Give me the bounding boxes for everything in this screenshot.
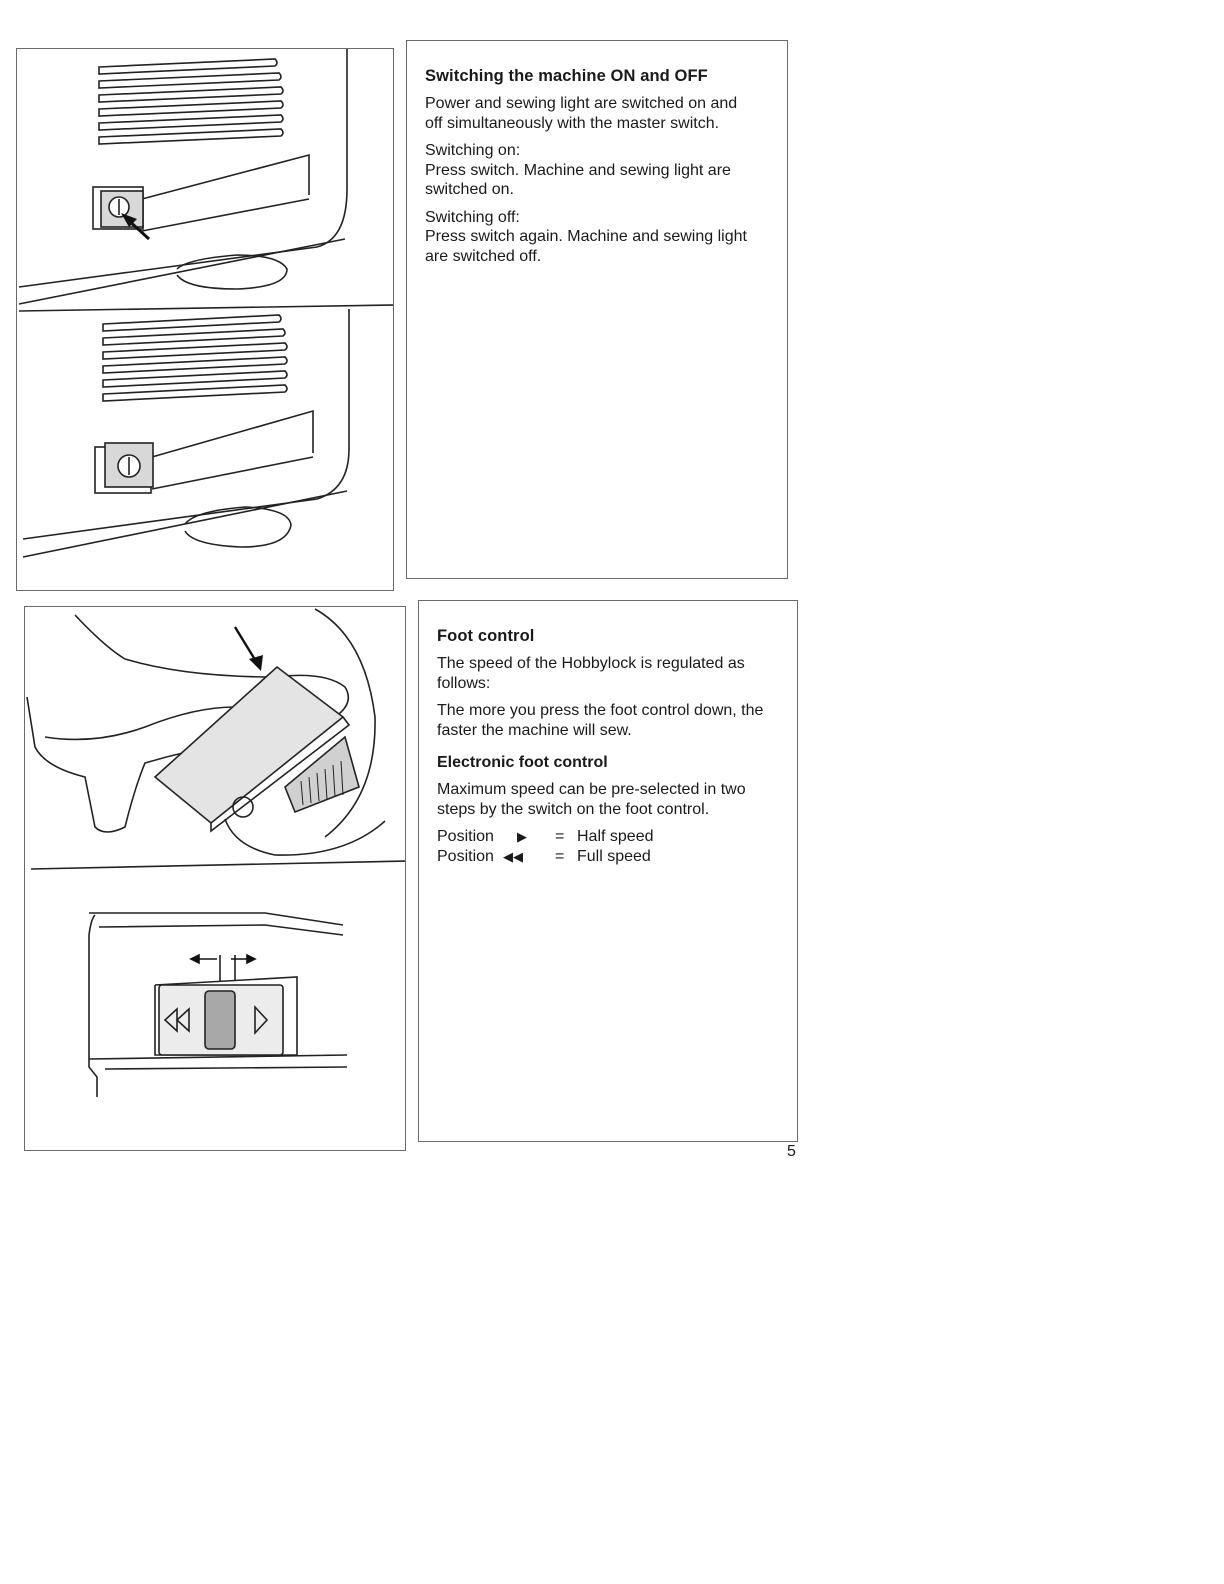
foot-control-figure-box: [24, 606, 406, 1151]
fast-rewind-symbol: ◀◀: [503, 848, 523, 864]
foot-control-text-box: [418, 600, 798, 1142]
position-value: Half speed: [577, 828, 654, 845]
machine-switch-illustration: [17, 49, 394, 591]
slide-arrows-icon: [191, 955, 255, 963]
position-row-half: [437, 827, 654, 847]
electronic-foot-text: Maximum speed can be pre-selected in two steps by the switch on the foot control.: [437, 781, 746, 818]
position-row-full: [437, 847, 654, 867]
power-intro: Power and sewing light are switched on and off simultaneously with the master switch.: [425, 95, 738, 132]
play-symbol: ▶: [517, 829, 527, 844]
switch-figure-box: [16, 48, 394, 591]
foot-text: The more you press the foot control down, the faster the machine will sew.: [437, 702, 764, 739]
power-switch-text-box: [406, 40, 788, 579]
position-label: Position: [437, 828, 494, 845]
switch-on-text: Press switch. Machine and sewing light are switched on.: [425, 161, 731, 198]
foot-section-title: Foot control: [437, 627, 535, 645]
speed-positions-table: [437, 827, 654, 866]
power-section-title: Switching the machine ON and OFF: [425, 67, 708, 85]
foot-control-illustration: [25, 607, 406, 1151]
electronic-foot-title: Electronic foot control: [437, 754, 608, 771]
equals-sign: =: [555, 847, 565, 865]
switch-off-text: Press switch again. Machine and sewing light are switched off.: [425, 228, 747, 265]
foot-intro: The speed of the Hobbylock is regulated as follows:: [437, 655, 745, 692]
switch-off-label: Switching off:: [425, 208, 520, 226]
switch-on-label: Switching on:: [425, 142, 521, 159]
page-number: 5: [787, 1143, 796, 1160]
down-arrow-icon: [235, 627, 263, 671]
position-value: Full speed: [577, 847, 651, 865]
position-label: Position: [437, 847, 494, 865]
equals-sign: =: [555, 828, 565, 845]
